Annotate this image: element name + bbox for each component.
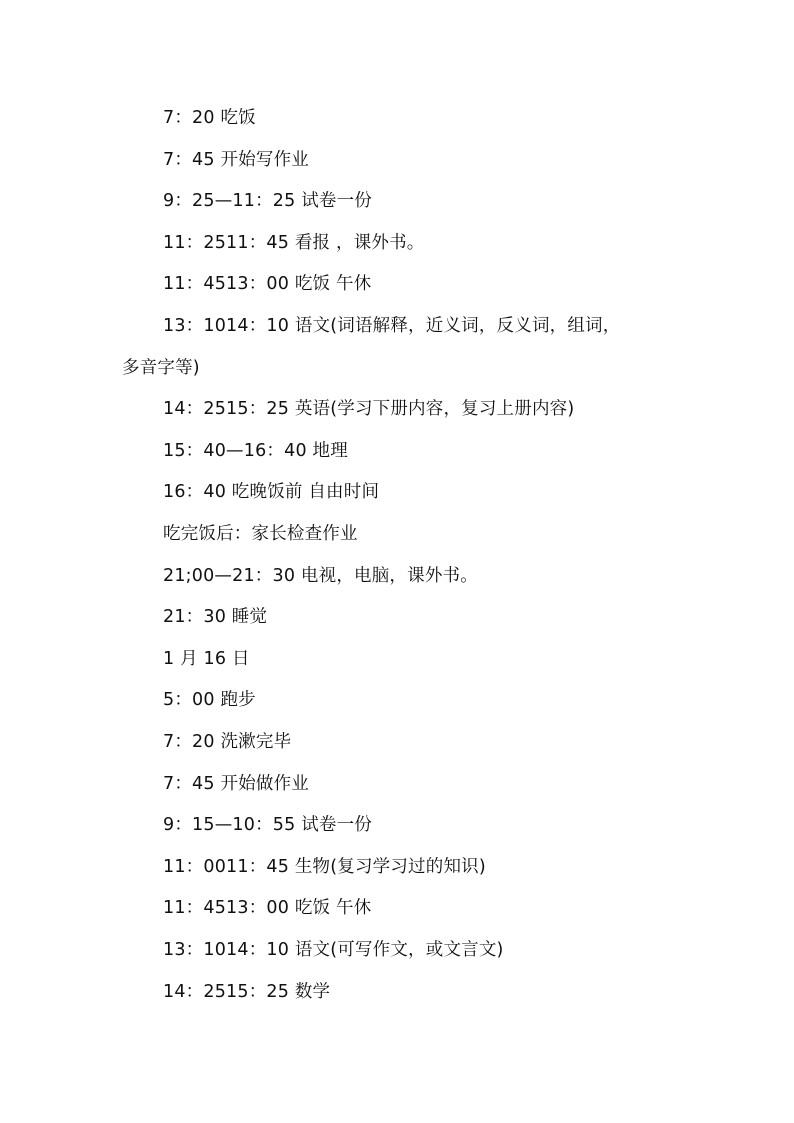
schedule-line: 吃完饭后：家长检查作业 [163,524,358,544]
schedule-line: 9：25—11：25 试卷一份 [163,191,373,211]
schedule-line: 13：1014：10 语文(可写作文，或文言文) [163,940,504,960]
schedule-line: 11：2511：45 看报 ，课外书。 [163,233,425,253]
schedule-line: 14：2515：25 数学 [163,982,331,1002]
schedule-line: 21：30 睡觉 [163,607,268,627]
schedule-line: 15：40—16：40 地理 [163,441,348,461]
schedule-line: 5：00 跑步 [163,690,256,710]
schedule-line: 14：2515：25 英语(学习下册内容，复习上册内容) [163,399,575,419]
schedule-line: 7：45 开始写作业 [163,150,309,170]
schedule-line: 7：45 开始做作业 [163,774,309,794]
schedule-line: 9：15—10：55 试卷一份 [163,815,373,835]
schedule-line: 7：20 吃饭 [163,108,256,128]
schedule-line: 11：4513：00 吃饭 午休 [163,898,372,918]
schedule-line-continuation: 多音字等) [122,358,200,378]
schedule-line: 16：40 吃晚饭前 自由时间 [163,482,380,502]
date-heading: 1 月 16 日 [163,649,250,669]
schedule-line: 21;00—21：30 电视，电脑，课外书。 [163,566,478,586]
schedule-line: 11：4513：00 吃饭 午休 [163,274,372,294]
schedule-line: 7：20 洗漱完毕 [163,732,292,752]
schedule-line: 11：0011：45 生物(复习学习过的知识) [163,857,486,877]
schedule-line: 13：1014：10 语文(词语解释，近义词，反义词，组词， [163,316,621,336]
